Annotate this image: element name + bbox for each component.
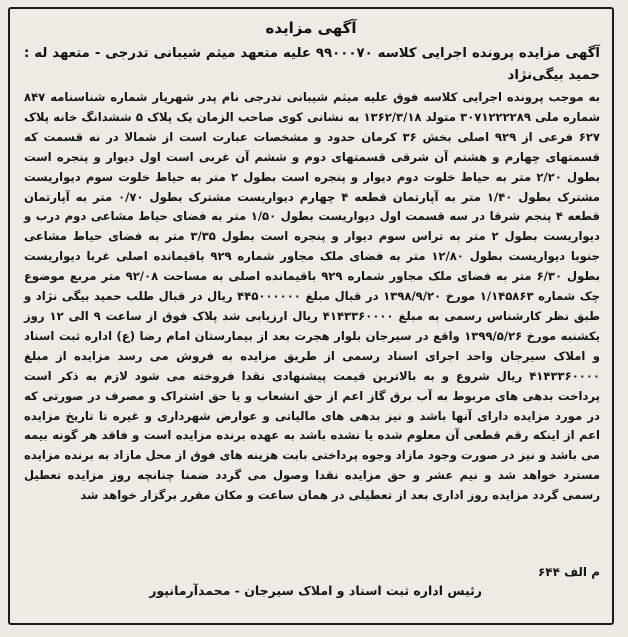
- notice-heading: آگهی مزایده پرونده اجرایی کلاسه ۹۹۰۰۰۷۰ علیه متعهد میثم شیبانی تدرجی - متعهد له : حمید بیگی‌نژاد: [24, 46, 600, 83]
- notice-frame: [8, 7, 614, 625]
- signature-line: رئیس اداره ثبت اسناد و املاک سیرجان - محمدآرمانپور: [149, 583, 482, 598]
- notice-title: آگهی مزایده: [265, 19, 357, 37]
- notice-body: به موجب پرونده اجرایی کلاسه فوق علیه میثم شیبانی تدرجی نام پدر شهریار شماره شناسنامه ۸۴۷ شماره ملی ۳۰۷۱۲۲۲۲۸۹ متولد ۱۳۶۲/۳/۱۸ به نشانی کوی صاحب الزمان یک پلاک ۵ ششدانگ خانه پلاک ۶۲۷ فرعی از ۹۲۹ اصلی بخش ۳۶ کرمان حدود و مشخصات عبارت است از شمالا در نه قسمت که قسمتهای چهارم و هشتم آن شرقی قسمتهای دوم و ششم آن غربی است اول دیوار و پنجره است بطول ۲/۲۰ متر به حیاط خلوت دوم دیوار و پنجره است بطول ۲ متر به حیاط خلوت سوم دیواریست مشترک بطول ۱/۴۰ متر به آپارتمان قطعه ۴ چهارم دیواریست مشترک بطول ۰/۷۰ متر به آپارتمان قطعه ۴ پنجم شرقا در سه قسمت اول دیواریست بطول ۱/۵۰ متر به فضای حیاط مشاعی دوم درب و دیواریست بطول ۲ متر به تراس سوم دیوار و پنجره است بطول ۳/۳۵ متر به فضای حیاط مشاعی جنوبا دیواریست بطول ۱۲/۸۰ متر به فضای ملک مجاور شماره ۹۲۹ باقیمانده اصلی غربا دیواریست بطول ۶/۳۰ متر به فضای ملک مجاور شماره ۹۲۹ باقیمانده اصلی به مساحت ۹۲/۰۸ متر مربع موضوع چک شماره ۱/۱۴۵۸۶۳ مورخ ۱۳۹۸/۹/۲۰ در قبال مبلغ ۴۴۵۰۰۰۰۰۰ ریال در قبال طلب حمید بیگی نژاد و طبق نظر کارشناس رسمی به مبلغ ۴۱۴۳۳۶۰۰۰۰ ریال ارزیابی شد پلاک فوق از ساعت ۹ الی ۱۲ روز یکشنبه مورخ ۱۳۹۹/۵/۲۶ واقع در سیرجان بلوار هجرت بعد از بیمارستان امام رضا (ع) اداره ثبت اسناد و املاک سیرجان واحد اجرای اسناد رسمی از طریق مزایده به فروش می رسد مزایده از مبلغ ۴۱۴۳۳۶۰۰۰۰ ریال شروع و به بالاترین قیمت پیشنهادی نقدا فروخته می شود لازم به ذکر است پرداخت بدهی های مربوط به آب برق گاز اعم از حق انشعاب و یا حق اشتراک و مصرف در صورتی که در مورد مزایده دارای آنها باشد و نیز بدهی های مالیاتی و عوارض شهرداری و غیره تا تاریخ مزایده اعم از اینکه رقم قطعی آن معلوم شده یا نشده باشد به عهده برنده مزایده است و فاقد هر گونه بیمه می باشد و نیز در صورت وجود مازاد وجوه پرداختی بابت هزینه های فوق از محل مازاد به برنده مزایده مسترد خواهد شد و نیم عشر و حق مزایده نقدا وصول می گردد ضمنا چنانچه روز مزایده تعطیل رسمی گردد مزایده روز اداری بعد از تعطیلی در همان ساعت و مکان مقرر برگزار خواهد شد: [24, 90, 601, 503]
- reference-number: م الف ۶۴۴: [537, 565, 600, 579]
